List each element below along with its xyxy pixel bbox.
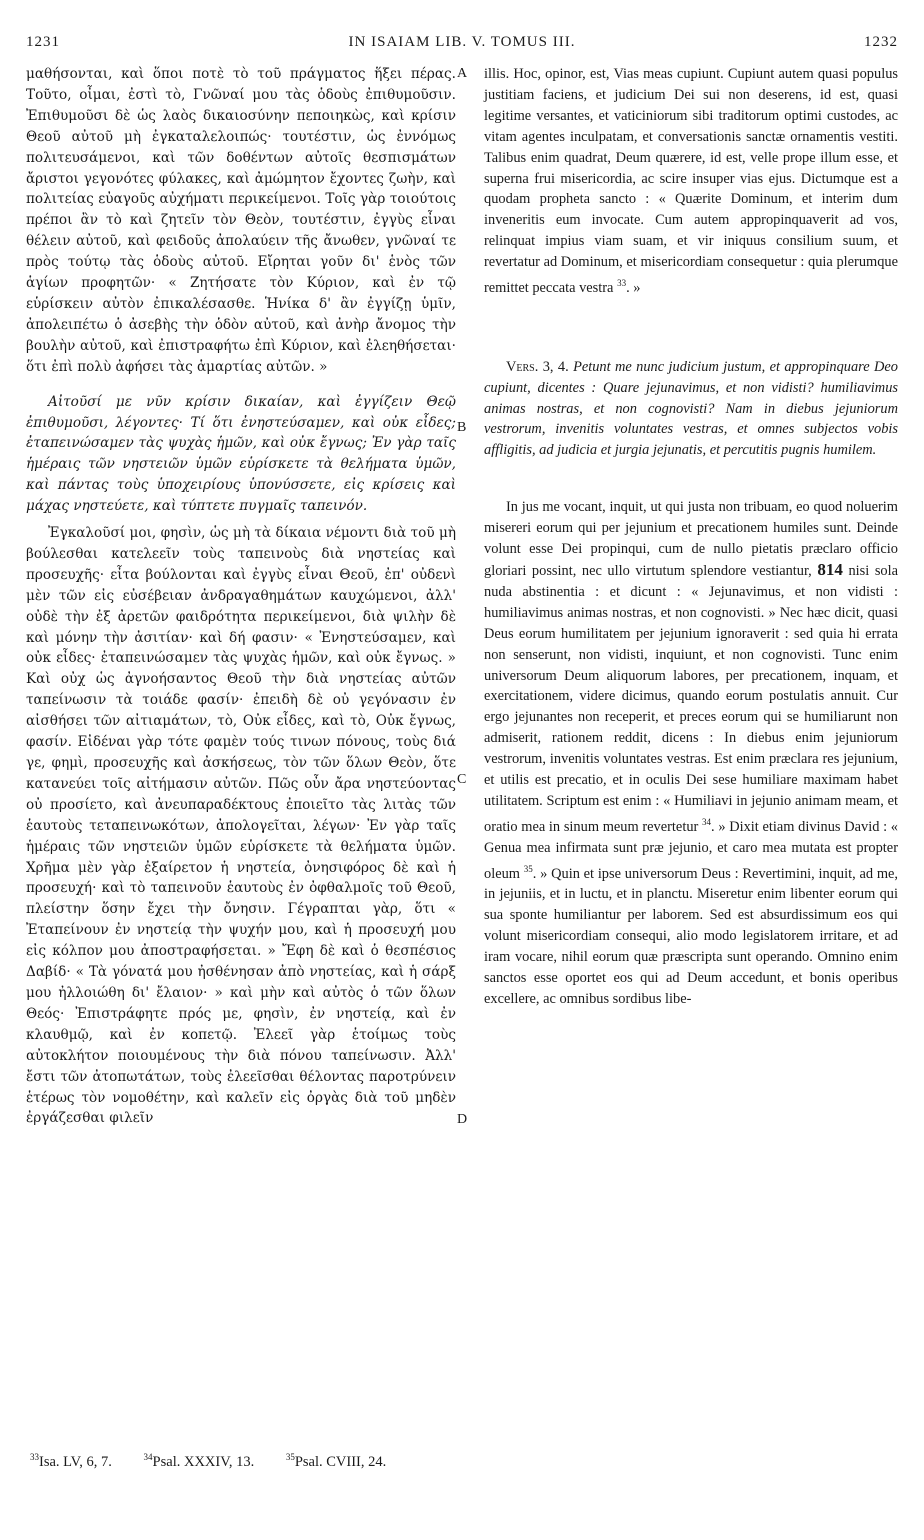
greek-paragraph-1: μαθήσονται, καὶ ὅποι ποτὲ τὸ τοῦ πράγματος ἥξει πέρας. Τοῦτο, οἶμαι, ἐστὶ τὸ, Γνῶναί μου τὰς ὁδοὺς ἐπιθυμοῦσιν. Ἐπιθυμοῦσι δὲ ὡς λαὸς δικαιοσύνην πεποιηκὼς, καὶ κρίσιν Θεοῦ αὐτοῦ μὴ ἐγκαταλελοιπώς· τουτέστιν, ὡς ἐννόμως πολιτευσάμενοι, καὶ τῶν δοθέντων αὐτοῖς θεσπισμάτων ἄριστοι γεγονότες φύλακες, καὶ ἀμώμητον ἔχοντες ζωὴν, καὶ πολιτείας εὐαγοῦς αὐχήματι περικείμενοι. Τοῖς γὰρ τοιούτοις πρέποι ἂν τὸ καὶ ζητεῖν τὸν Θεὸν, τουτέστιν, ἐγγὺς εἶναι θέλειν αὐτοῦ, καὶ φειδοῦς ἀπολαύειν τῆς ἄνωθεν, γνῶναί τε πρὸς τούτῳ τὰς ὁδοὺς αὐτοῦ. Εἴρηται γοῦν δι' ἑνὸς τῶν ἁγίων προφητῶν· « Ζητήσατε τὸν Κύριον, καὶ ἐν τῷ εὑρίσκειν αὐτὸν ἐπικαλέσασθε. Ἡνίκα δ' ἂν ἐγγίζῃ ὑμῖν, ἀπολειπέτω ὁ ἀσεβὴς τὴν ὁδὸν αὐτοῦ, καὶ ἀνὴρ ἄνομος τὴν βουλὴν αὐτοῦ, καὶ ἐπιστραφήτω ἐπὶ Κύριον, καὶ ἐλεηθήσεται· ὅτι ἐπὶ πολὺ ἀφήσει τὰς ἁμαρτίας αὐτῶν. » [26,66,456,375]
margin-marker-b: B [457,420,467,435]
footnote-num: 33 [30,1452,39,1462]
latin-p2d: . » Quin et ipse universorum Deus : Revertimini, inquit, ad me, in jejuniis, et in luctu, et in planctu. Miseretur enim libenter eorum qui sua sponte humiliantur per laborem. Sed est absurdissimum eos qui volunt misericordiam consequi, alio modo legislatorem irritare, et ad iram vocare, nihil eorum quæ præscripta sunt operando. Omnino enim sanctos esse oportet eos qui ad Deum accedunt, et bonis operibus excellere, ac omnibus sordibus libe- [484,865,898,1007]
footnote-text: Isa. LV, 6, 7. [39,1453,112,1470]
latin-p2c: . » Dixit etiam divinus David : « Genua mea infirmata sunt præ jejunio, et caro mea mutata est propter oleum [484,818,898,882]
column-number: 814 [817,560,843,580]
greek-paragraph-2: Ἐγκαλοῦσί μοι, φησὶν, ὡς μὴ τὰ δίκαια νέμοντι διὰ τοῦ μὴ βούλεσθαι κατελεεῖν τοὺς ταπεινοὺς διὰ νηστείας καὶ προσευχῆς· εἶτα βούλονται καὶ ἐγγὺς εἶναι Θεοῦ, ἐπ' οὐδενὶ μὲν τῶν εἰς εὐσέβειαν ἀνδραγαθημάτων καυχώμενοι, ἀλλ' οὐδὲ τὴν ἐξ ἀρετῶν φαιδρότητα περικείμενοι, διὰ ψιλὴν δὲ καὶ μόνην τὴν ἀσιτίαν· καὶ δή φασιν· « Ἐνηστεύσαμεν, καὶ οὐκ εἶδες· ἐταπεινώσαμεν τὰς ψυχὰς ἡμῶν, καὶ οὐκ ἔγνως. » Καὶ οὐχ ὡς ἀγνοήσαντος Θεοῦ τὴν διὰ νηστείας αὐτῶν ταπείνωσιν τὰ τοιάδε φασίν· ἐπειδὴ δὲ οὐ γεγόνασιν ἐν αἰσθήσει τῶν αἰτιαμάτων, τὸ, Οὐκ εἶδες, καὶ τὸ, Οὐκ ἔγνως, φασίν. Εἰδέναι γὰρ τότε φαμὲν τούς τινων πόνους, τοὺς διά γε, φημὶ, προσευχῆς καὶ ἀσκήσεως, τὸν τῶν ὅλων Θεὸν, ὅτε κατανεύει τοῖς αἰτήμασιν αὐτῶν. Πῶς οὖν ἄρα νηστεύοντας οὐ προσίετο, καὶ ἀνευπαραδέκτους ἐποιεῖτο τὰς λιτὰς τῶν ἑαυτοὺς τεταπεινωκότων, ἀπολογεῖται, λέγων· Ἐν γὰρ ταῖς ἡμέραις τῶν νηστειῶν ὑμῶν εὑρίσκετε τὰ θελήματα ὑμῶν. Χρῆμα μὲν γὰρ ἐξαίρετον ἡ νηστεία, ὀνησιφόρος δὲ καὶ ἡ προσευχή· καὶ τὸ ταπεινοῦν ἑαυτοὺς ἐν ὀφθαλμοῖς τοῦ Θεοῦ, πλείστην ὅσην ἔχει τὴν ὄνησιν. Γέγραπται γὰρ, ὅτι « Ἐταπείνουν ἐν νηστείᾳ τὴν ψυχήν μου, καὶ ἡ προσευχή μου εἰς κόλπον μου ἀποστραφήσεται. » Ἔφη δὲ καὶ ὁ θεσπέσιος Δαβίδ· « Τὰ γόνατά μου ἠσθένησαν ἀπὸ νηστείας, καὶ ἡ σάρξ μου ἠλλοιώθη δι' ἔλαιον· » καὶ μὴν καὶ αὐτὸς ὁ τῶν ὅλων Θεός· Ἐπιστράφητε πρός με, φησὶν, ἐν νηστείᾳ, καὶ ἐν κλαυθμῷ, καὶ ἐν κοπετῷ. Ἐλεεῖ γὰρ ἑτοίμως τοὺς αὐτοκλήτον ποιουμένους τὴν διὰ πόνου ταπείνωσιν. Ἀλλ' ἔστι τῶν ἀτοπωτάτων, τοὺς ἐλεεῖσθαι θέλοντας παροτρύνειν ἑτέρως τὸν νομοθέτην, καὶ καλεῖν εἰς ὀργὰς διὰ τοῦ μηδὲν ἐργάζεσθαι φιλεῖν [26,525,456,1127]
page-number-right: 1232 [864,34,898,50]
footnote-ref-35: 35 [523,863,533,874]
running-title: IN ISAIAM LIB. V. TOMUS III. [348,34,576,50]
margin-marker-c: C [457,772,467,787]
verse-label: Vers. 3, 4. [506,358,569,375]
margin-marker-a: A [457,66,468,81]
latin-p2a: In jus me vocant, inquit, ut qui justa non tribuam, eo quod noluerim misereri eorum qui per jejunium et precationem humiles sunt. Deinde volunt esse Dei propinqui, cum de nullo pietatis præclaro officio gloriari possint, nec ullo virtutum splendore vestiantur, [484,499,898,580]
latin-paragraph-1 [484,64,898,299]
latin-p1-text: illis. Hoc, opinor, est, Vias meas cupiunt. Cupiunt autem quasi populus justitiam faciens, et judicium Dei sui non deserens, id est, quasi legitime versantes, et vaticiniorum sibi traditorum optimi custodes, ac vitam agentes inculpatam, et conversationis sanctæ ornamentis vestiti. Talibus enim quadrat, Deum quærere, id est, velle prope illum esse, et superna frui misericordia, ac scire insuper vias ejus. Dictumque est a quodam propheta sancto : « Quærite Dominum, et interim dum inveneritis eum invocate. Cum autem appropinquaverit ad vos, relinquat impius viam suam, et vir iniquus consilium suum, et revertatur ad Dominum, et misericordiam consequetur : quia plerumque remittet peccata vestra [484,66,898,296]
latin-p1-end: . » [626,279,641,296]
footnote-text: Psal. CVIII, 24. [294,1453,387,1470]
greek-lemma: Αἰτοῦσί με νῦν κρίσιν δικαίαν, καὶ ἐγγίζειν Θεῷ ἐπιθυμοῦσι, λέγοντες· Τί ὅτι ἐνηστεύσαμεν, καὶ οὐκ εἶδες; ἐταπεινώσαμεν τὰς ψυχὰς ἡμῶν, καὶ οὐκ ἔγνως; Ἐν γὰρ ταῖς ἡμέραις τῶν νηστειῶν ὑμῶν εὑρίσκετε τὰ θελήματα ὑμῶν, καὶ πάντας τοὺς ὑποχειρίους ὑπονύσσετε, εἰς κρίσεις καὶ μάχας νηστεύετε, καὶ τύπτετε πυγμαῖς ταπεινόν. [26,393,456,515]
greek-column [26,64,456,1129]
latin-lemma [484,357,898,462]
footnotes [30,1452,414,1471]
running-header [26,34,898,58]
footnote-num: 35 [285,1452,295,1462]
footnote-ref-34: 34 [702,816,712,827]
latin-column [484,64,898,1010]
latin-paragraph-2 [484,497,898,1009]
footnote-34 [144,1454,269,1470]
footnote-num: 34 [143,1452,153,1462]
footnote-33 [30,1454,126,1470]
page-number-left: 1231 [26,34,60,50]
footnote-35 [286,1454,400,1470]
footnote-ref-33: 33 [617,278,627,289]
latin-lemma-text: Petunt me nunc judicium justum, et appropinquare Deo cupiunt, dicentes : Quare jejunavimus, et non vidisti? humiliavimus animas nostras, et non cognovisti? Nam in diebus jejuniorum vestrorum, invenitis voluntates vestras, et omnes subjectos vobis affligitis, ad judicia et jurgia jejunatis, et percutitis pugnis humilem. [484,358,898,459]
footnote-text: Psal. XXXIV, 13. [152,1453,255,1470]
margin-marker-d: D [457,1112,468,1127]
latin-p2b: nisi sola nuda abstinentia : et dicunt : « Jejunavimus, et non vidisti : humiliavimus animas nostras, et non cognovisti. » Nec hæc dicit, quasi Deus eorum humilitatem per jejunium ignoraverit : sed quia hi errata non senserunt, non vidisti, inquiunt, et non cognovisti. Tunc enim universorum Deum aliquorum labores, per precationem, inquam, et exercitationem, videre dicimus, quando eorum postulatis annuit. Cur ergo jejunantes non receperit, et preces eorum qui se humiliarunt non admiserit, rationem reddit, dicens : In diebus enim jejuniorum vestrorum, invenitis voluntates vestras. Est enim præclara res jejunium, et utilis est precatio, et in oculis Dei sese humiliare maximam habet utilitatem. Scriptum est enim : « Humiliavi in jejunio animam meam, et oratio mea in sinum meum revertetur [484,563,898,835]
